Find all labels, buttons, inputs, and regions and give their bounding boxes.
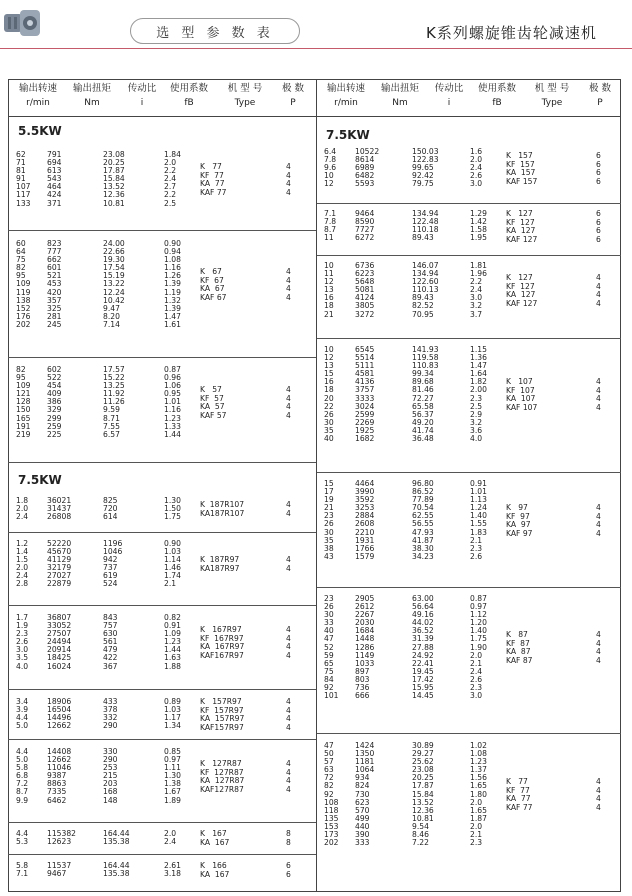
cell-ratio-column: 433 378 332 290	[103, 697, 118, 731]
cell-ratio-column: 164.44 135.38	[103, 861, 130, 879]
col-head-torque: 输出扭矩 Nm	[72, 83, 111, 108]
cell-speed-column: 82 95 109 121 128 150 165 191 219	[16, 365, 31, 439]
col-head-poles-right: 极 数 P	[588, 83, 612, 108]
cell-poles-column: 4 4 4 4	[286, 759, 291, 794]
cell-speed-column: 7.1 7.8 8.7 11	[324, 209, 337, 243]
group-divider	[8, 230, 316, 231]
cell-poles-column: 8 8	[286, 829, 291, 847]
cell-ratio-column: 17.57 15.22 13.25 11.92 11.26 9.59 8.71 7.55 6.57	[103, 365, 125, 439]
cell-type-column: K 77 KF 77 KA 77 KAF 77	[200, 162, 227, 197]
cell-speed-column: 1.2 1.4 1.5 2.0 2.4 2.8	[16, 539, 29, 589]
col-head-factor-right: 使用系数 fB	[477, 83, 516, 108]
cell-ratio-column: 1196 1046 942 737 619 524	[103, 539, 123, 589]
cell-fb-column: 0.87 0.96 1.06 0.95 1.01 1.16 1.23 1.33 1.44	[164, 365, 181, 439]
cell-type-column: K 107 KF 107 KA 107 KAF 107	[506, 377, 538, 412]
col-head-factor: 使用系数 fB	[169, 83, 208, 108]
cell-torque-column: 1424 1350 1181 1064 934 824 730 623 570 499 440 390 333	[355, 741, 375, 848]
cell-fb-column: 0.82 0.91 1.09 1.23 1.44 1.63 1.88	[164, 613, 181, 671]
selection-table-label: 选 型 参 数 表	[130, 18, 300, 44]
cell-speed-column: 15 17 19 21 23 26 30 35 38 43	[324, 479, 334, 561]
cell-poles-column: 4 4	[286, 500, 291, 518]
cell-poles-column: 4 4 4 4	[596, 377, 601, 412]
cell-poles-column: 4 4 4 4	[596, 630, 601, 665]
cell-type-column: K 57 KF 57 KA 57 KAF 57	[200, 385, 227, 420]
cell-speed-column: 6.4 7.8 9.6 10 12	[324, 147, 337, 189]
cell-torque-column: 9464 8590 7727 6272	[355, 209, 375, 243]
cell-type-column: K 127 KF 127 KA 127 KAF 127	[506, 209, 538, 244]
cell-speed-column: 1.7 1.9 2.3 2.6 3.0 3.5 4.0	[16, 613, 29, 671]
col-head-type: 机 型 号 Type	[227, 83, 263, 108]
cell-type-column: K 127R87 KF 127R87 KA 127R87 KAF127R87	[200, 759, 245, 794]
group-divider	[317, 472, 621, 473]
cell-torque-column: 2905 2612 2267 2030 1684 1448 1286 1149 1033 897 803 736 666	[355, 594, 375, 701]
cell-speed-column: 5.8 7.1	[16, 861, 29, 879]
section-title: 7.5KW	[18, 473, 62, 487]
cell-torque-column: 6736 6223 5648 5081 4124 3805 3272	[355, 261, 375, 319]
cell-fb-column: 1.6 2.0 2.4 2.6 3.0	[470, 147, 483, 189]
col-head-ratio-right: 传动比 i	[434, 83, 464, 108]
cell-ratio-column: 96.80 86.52 77.89 70.54 62.55 56.55 47.93 41.87 38.30 34.23	[412, 479, 434, 561]
section-title: 7.5KW	[326, 128, 370, 142]
cell-poles-column: 4 4 4 4	[286, 267, 291, 302]
cell-poles-column: 6 6 6 6	[596, 209, 601, 244]
cell-type-column: K 167 KA 167	[200, 829, 230, 847]
group-divider	[317, 203, 621, 204]
cell-fb-column: 1.15 1.36 1.47 1.64 1.82 2.00 2.3 2.5 2.9 3.2 3.6 4.0	[470, 345, 487, 444]
col-head-type-right: 机 型 号 Type	[534, 83, 570, 108]
group-divider	[8, 739, 316, 740]
cell-speed-column: 10 11 12 13 16 18 21	[324, 261, 334, 319]
group-divider	[8, 689, 316, 690]
gear-motor-icon	[2, 4, 46, 42]
cell-ratio-column: 146.07 134.94 122.60 110.13 89.43 82.52 70.95	[412, 261, 439, 319]
cell-type-column: K 97 KF 97 KA 97 KAF 97	[506, 503, 533, 538]
cell-torque-column: 602 522 454 409 386 329 299 259 225	[47, 365, 62, 439]
cell-fb-column: 1.29 1.42 1.58 1.95	[470, 209, 487, 243]
cell-poles-column: 6 6 6 6	[596, 151, 601, 186]
cell-torque-column: 36021 31437 26808	[47, 496, 72, 522]
cell-fb-column: 0.90 1.03 1.14 1.46 1.74 2.1	[164, 539, 181, 589]
group-divider	[317, 255, 621, 256]
cell-torque-column: 115382 12623	[47, 829, 76, 847]
cell-torque-column: 52220 45670 41129 32179 27027 22879	[47, 539, 72, 589]
cell-poles-column: 4 4 4 4	[286, 385, 291, 420]
page-title: K系列螺旋锥齿轮减速机	[426, 24, 597, 42]
cell-fb-column: 0.85 0.97 1.11 1.30 1.38 1.67 1.89	[164, 747, 181, 805]
cell-torque-column: 36807 33052 27507 24494 20914 18425 16024	[47, 613, 72, 671]
cell-type-column: K 157R97 KF 157R97 KA 157R97 KAF157R97	[200, 697, 245, 732]
cell-speed-column: 10 12 13 15 16 18 20 22 26 30 35 40	[324, 345, 334, 444]
cell-fb-column: 2.61 3.18	[164, 861, 181, 879]
group-divider	[8, 605, 316, 606]
group-divider	[8, 532, 316, 533]
cell-fb-column: 0.90 0.94 1.08 1.16 1.26 1.39 1.19 1.32 1.39 1.47 1.61	[164, 239, 181, 329]
cell-ratio-column: 23.08 20.25 17.87 15.84 13.52 12.36 10.81	[103, 150, 125, 208]
cell-speed-column: 3.4 3.9 4.4 5.0	[16, 697, 29, 731]
col-head-speed-right: 输出转速 r/min	[326, 83, 365, 108]
cell-ratio-column: 843 757 630 561 479 422 367	[103, 613, 118, 671]
group-divider	[8, 822, 316, 823]
cell-ratio-column: 330 290 253 215 203 168 148	[103, 747, 118, 805]
section-title: 5.5KW	[18, 124, 62, 138]
cell-fb-column: 1.84 2.0 2.2 2.4 2.7 2.2 2.5	[164, 150, 181, 208]
cell-speed-column: 1.8 2.0 2.4	[16, 496, 29, 522]
cell-fb-column: 1.30 1.50 1.75	[164, 496, 181, 522]
table-center-divider	[316, 79, 317, 892]
cell-ratio-column: 164.44 135.38	[103, 829, 130, 847]
cell-fb-column: 0.89 1.03 1.17 1.34	[164, 697, 181, 731]
cell-poles-column: 4 4 4 4	[286, 162, 291, 197]
cell-torque-column: 18906 16504 14496 12662	[47, 697, 72, 731]
cell-ratio-column: 825 720 614	[103, 496, 118, 522]
cell-speed-column: 23 26 30 33 40 47 52 59 65 75 84 92 101	[324, 594, 339, 701]
col-head-poles: 极 数 P	[281, 83, 305, 108]
cell-ratio-column: 63.00 56.64 49.16 44.02 36.52 31.39 27.88 24.92 22.41 19.45 17.42 15.95 14.45	[412, 594, 434, 701]
cell-speed-column: 47 50 57 63 72 82 92 108 118 135 153 173 202	[324, 741, 339, 848]
cell-speed-column: 4.4 5.0 5.8 6.8 7.2 8.7 9.9	[16, 747, 29, 805]
cell-type-column: K 67 KF 67 KA 67 KAF 67	[200, 267, 227, 302]
cell-fb-column: 1.81 1.96 2.2 2.4 3.0 3.2 3.7	[470, 261, 487, 319]
cell-torque-column: 14408 12662 11046 9387 8863 7335 6462	[47, 747, 72, 805]
cell-torque-column: 10522 8614 6989 6482 5593	[355, 147, 380, 189]
cell-speed-column: 60 64 75 82 95 109 119 138 152 176 202	[16, 239, 31, 329]
cell-ratio-column: 134.94 122.48 110.18 89.43	[412, 209, 439, 243]
cell-fb-column: 0.91 1.01 1.13 1.24 1.40 1.55 1.83 2.1 2.3 2.6	[470, 479, 487, 561]
cell-ratio-column: 30.89 29.27 25.62 23.08 20.25 17.87 15.84 13.52 12.36 10.81 9.54 8.46 7.22	[412, 741, 434, 848]
cell-torque-column: 6545 5514 5111 4581 4136 3757 3333 3024 2599 2269 1925 1682	[355, 345, 375, 444]
cell-fb-column: 2.0 2.4	[164, 829, 177, 847]
cell-poles-column: 4 4	[286, 555, 291, 573]
cell-type-column: K 127 KF 127 KA 127 KAF 127	[506, 273, 538, 308]
cell-torque-column: 11537 9467	[47, 861, 72, 879]
cell-poles-column: 4 4 4 4	[286, 697, 291, 732]
cell-type-column: K 187R107 KA187R107	[200, 500, 245, 518]
cell-type-column: K 166 KA 167	[200, 861, 230, 879]
column-header-rule	[8, 116, 621, 117]
group-divider	[317, 338, 621, 339]
cell-torque-column: 791 694 613 543 464 424 371	[47, 150, 62, 208]
cell-torque-column: 4464 3990 3592 3253 2884 2608 2210 1931 1766 1579	[355, 479, 375, 561]
cell-torque-column: 823 777 662 601 521 453 420 357 325 281 245	[47, 239, 62, 329]
col-head-speed: 输出转速 r/min	[18, 83, 57, 108]
cell-poles-column: 4 4 4 4	[596, 777, 601, 812]
cell-poles-column: 4 4 4 4	[596, 273, 601, 308]
cell-poles-column: 4 4 4 4	[596, 503, 601, 538]
cell-fb-column: 1.02 1.08 1.23 1.37 1.56 1.65 1.80 2.0 1.65 1.87 2.0 2.1 2.3	[470, 741, 487, 848]
cell-type-column: K 167R97 KF 167R97 KA 167R97 KAF167R97	[200, 625, 245, 660]
cell-type-column: K 87 KF 87 KA 87 KAF 87	[506, 630, 533, 665]
cell-ratio-column: 150.03 122.83 99.65 92.42 79.75	[412, 147, 439, 189]
col-head-ratio: 传动比 i	[127, 83, 157, 108]
cell-poles-column: 4 4 4 4	[286, 625, 291, 660]
cell-type-column: K 77 KF 77 KA 77 KAF 77	[506, 777, 533, 812]
group-divider	[8, 854, 316, 855]
cell-type-column: K 157 KF 157 KA 157 KAF 157	[506, 151, 538, 186]
cell-poles-column: 6 6	[286, 861, 291, 879]
cell-ratio-column: 24.00 22.66 19.30 17.54 15.19 13.22 12.24 10.42 9.47 8.20 7.14	[103, 239, 125, 329]
group-divider	[8, 462, 316, 463]
cell-fb-column: 0.87 0.97 1.12 1.20 1.40 1.75 1.90 2.0 2.1 2.4 2.6 2.3 3.0	[470, 594, 487, 701]
table-frame	[8, 79, 621, 892]
cell-type-column: K 187R97 KA187R97	[200, 555, 240, 573]
group-divider	[8, 357, 316, 358]
col-head-torque-right: 输出扭矩 Nm	[380, 83, 419, 108]
group-divider	[317, 733, 621, 734]
header-rule	[0, 48, 632, 49]
cell-speed-column: 4.4 5.3	[16, 829, 29, 847]
group-divider	[317, 587, 621, 588]
cell-ratio-column: 141.93 119.58 110.83 99.34 89.68 81.46 72.27 65.58 56.37 49.20 41.74 36.48	[412, 345, 439, 444]
cell-speed-column: 62 71 81 91 107 117 133	[16, 150, 31, 208]
